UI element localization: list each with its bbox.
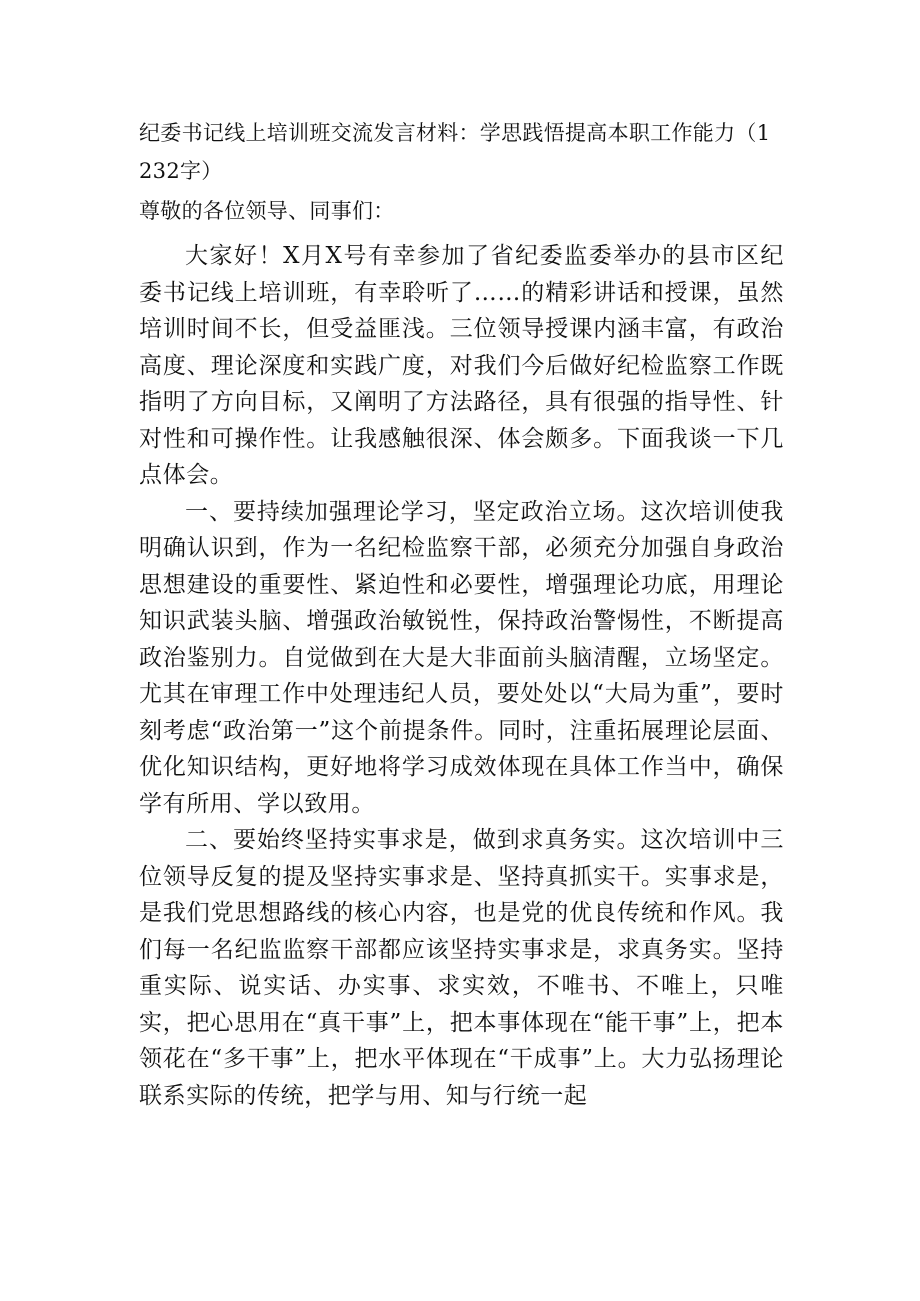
paragraph-intro: 大家好！X月X号有幸参加了省纪委监委举办的县市区纪委书记线上培训班，有幸聆听了……的精彩讲话和授课，虽然培训时间不长，但受益匪浅。三位领导授课内涵丰富，有政治高度、理论深度和实践广度，对我们今后做好纪检监察工作既指明了方向目标，又阐明了方法路径，具有很强的指导性、针对性和可操作性。让我感触很深、体会颇多。下面我谈一下几点体会。 (139, 243, 784, 488)
salutation: 尊敬的各位领导、同事们： (139, 199, 395, 223)
paragraph-point-one: 一、要持续加强理论学习，坚定政治立场。这次培训使我明确认识到，作为一名纪检监察干部，必须充分加强自身政治思想建设的重要性、紧迫性和必要性，增强理论功底，用理论知识武装头脑、增强政治敏锐性，保持政治警惕性，不断提高政治鉴别力。自觉做到在大是大非面前头脑清醒，立场坚定。尤其在审理工作中处理违纪人员，要处处以“大局为重”，要时刻考虑“政治第一”这个前提条件。同时，注重拓展理论层面、优化知识结构，更好地将学习成效体现在具体工作当中，确保学有所用、学以致用。 (139, 498, 784, 817)
document-body (139, 114, 784, 1114)
paragraph-point-two: 二、要始终坚持实事求是，做到求真务实。这次培训中三位领导反复的提及坚持实事求是、坚持真抓实干。实事求是，是我们党思想路线的核心内容，也是党的优良传统和作风。我们每一名纪监监察干部都应该坚持实事求是，求真务实。坚持重实际、说实话、办实事、求实效，不唯书、不唯上，只唯实，把心思用在“真干事”上，把本事体现在“能干事”上，把本领花在“多干事”上，把水平体现在“干成事”上。大力弘扬理论联系实际的传统，把学与用、知与行统一起 (139, 827, 784, 1109)
document-title: 纪委书记线上培训班交流发言材料：学思践悟提高本职工作能力（1232字） (139, 121, 771, 183)
